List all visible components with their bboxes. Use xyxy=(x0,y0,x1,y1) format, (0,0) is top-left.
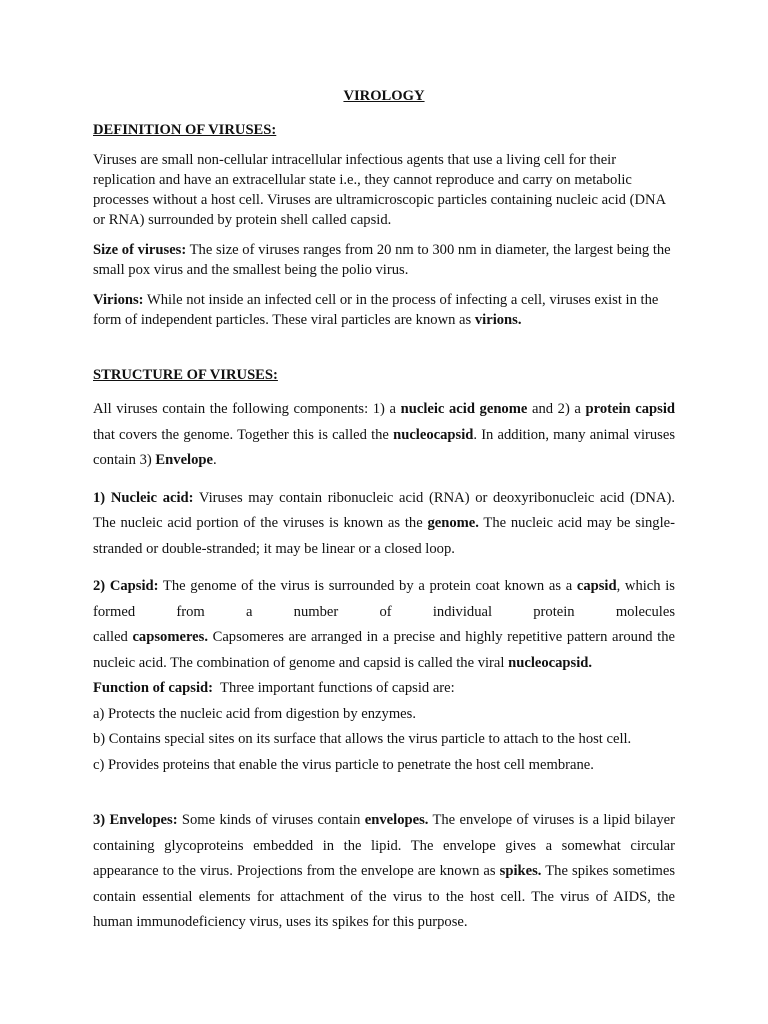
capsid-bold-capsid: capsid xyxy=(576,578,617,594)
capsid-function-item-c: c) Provides proteins that enable the virus particle to penetrate the host cell membrane. xyxy=(93,756,594,773)
intro-text-5: . xyxy=(213,452,217,468)
definition-paragraph: Viruses are small non-cellular intracellular infectious agents that use a living cell for their replication and have an extracellular state i.e., they cannot reproduce and carry on metabolic processes without a host cell. Viruses are ultramicroscopic particles containing nucleic acid (DNA or RNA) surrounded by protein shell called capsid. xyxy=(93,152,666,228)
definition-heading: DEFINITION OF VIRUSES: xyxy=(93,122,277,138)
capsid-function-block xyxy=(93,676,675,778)
intro-bold-genome: nucleic acid genome xyxy=(400,401,528,417)
envelopes-label: 3) Envelopes: xyxy=(93,812,178,828)
envelopes-text-2: The envelope of viruses is a lipid bilayer containing glycoproteins embedded in the lipid. The envelope gives a somewhat circular appearance to the virus. Projections from the envelope are known as xyxy=(93,812,675,879)
nucleic-acid-paragraph xyxy=(93,486,675,563)
structure-intro xyxy=(93,397,675,474)
envelopes-bold-spikes: spikes. xyxy=(499,863,542,879)
envelopes-text-1: Some kinds of viruses contain xyxy=(177,812,365,828)
size-label: Size of viruses: xyxy=(93,242,187,258)
capsid-bold-capsomeres: capsomeres. xyxy=(132,629,208,645)
capsid-function-item-b: b) Contains special sites on its surface that allows the virus particle to attach to the host cell. xyxy=(93,731,632,747)
envelopes-paragraph xyxy=(93,808,675,936)
capsid-bold-nucleocapsid: nucleocapsid. xyxy=(508,654,593,671)
nucleic-acid-text-1: Viruses may contain ribonucleic acid (RNA) or deoxyribonucleic acid (DNA). The nucleic acid portion of the viruses is known as the xyxy=(93,489,675,531)
capsid-text-1: The genome of the virus is surrounded by a protein coat known as a xyxy=(158,578,577,594)
intro-text-3: that covers the genome. Together this is called the xyxy=(93,426,394,443)
intro-text-1: All viruses contain the following components: 1) a xyxy=(93,401,401,417)
virions-term: virions. xyxy=(474,312,522,328)
envelopes-text-3: The spikes sometimes contain essential elements for attachment of the virus to the host cell. The virus of AIDS, the human immunodeficiency virus, uses its spikes for this purpose. xyxy=(93,863,676,930)
structure-heading: STRUCTURE OF VIRUSES: xyxy=(93,367,278,383)
capsid-function-line xyxy=(93,676,675,702)
intro-text-4: . In addition, many animal viruses contain 3) xyxy=(93,426,676,468)
envelopes-bold-envelopes: envelopes. xyxy=(364,812,429,828)
intro-text-2: and 2) a xyxy=(527,401,586,417)
capsid-function-text: Three important functions of capsid are: xyxy=(213,680,455,696)
capsid-paragraph-start xyxy=(93,574,675,625)
intro-bold-envelope: Envelope xyxy=(155,452,213,468)
virions-label: Virions: xyxy=(93,292,144,308)
capsid-paragraph-rest xyxy=(93,625,675,676)
intro-bold-capsid: protein capsid xyxy=(585,401,675,417)
size-text: The size of viruses ranges from 20 nm to 300 nm in diameter, the largest being the small pox virus and the smallest being the polio virus. xyxy=(93,242,671,278)
capsid-function-label: Function of capsid: xyxy=(93,680,214,696)
virions-paragraph xyxy=(93,290,675,330)
document-title: VIROLOGY xyxy=(343,88,425,104)
capsid-label: 2) Capsid: xyxy=(93,578,159,594)
size-paragraph xyxy=(93,240,675,280)
capsid-text-3: called xyxy=(93,629,133,645)
document-page xyxy=(93,86,675,936)
capsid-text-4: Capsomeres are arranged in a precise and highly repetitive pattern around the nucleic acid. The combination of genome and capsid is called the viral xyxy=(93,629,675,671)
nucleic-acid-label: 1) Nucleic acid: xyxy=(93,489,194,506)
capsid-text-2: , which is formed from a number of individual protein molecules xyxy=(93,578,675,620)
capsid-function-item-a: a) Protects the nucleic acid from digestion by enzymes. xyxy=(93,705,416,722)
nucleic-acid-bold-genome: genome. xyxy=(427,515,479,531)
virions-text: While not inside an infected cell or in the process of infecting a cell, viruses exist in the form of independent particles. These viral particles are known as xyxy=(93,292,659,328)
intro-bold-nucleocapsid: nucleocapsid xyxy=(393,426,474,443)
nucleic-acid-text-2: The nucleic acid may be single-stranded or double-stranded; it may be linear or a closed loop. xyxy=(93,515,675,557)
